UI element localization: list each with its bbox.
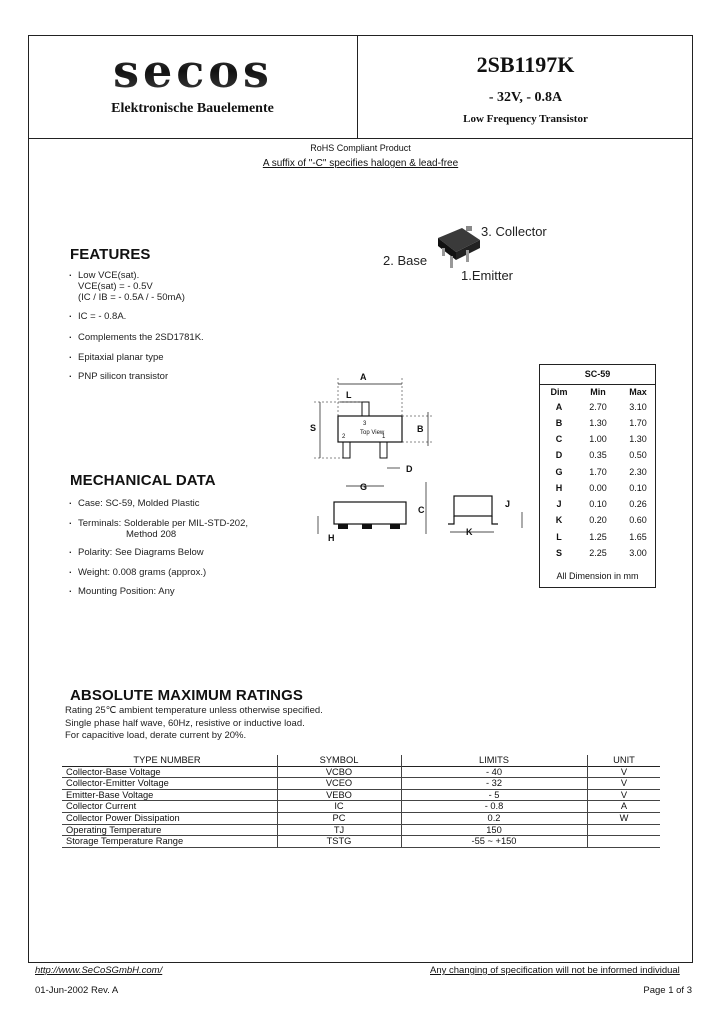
row-symbol: VEBO [326,789,352,800]
top-view-label: Top View [360,430,385,436]
ratings-table-header [62,755,660,767]
pin3-number: 3 [363,421,367,427]
table-row [62,778,660,790]
row-limit: - 40 [485,766,503,777]
ratings-title: ABSOLUTE MAXIMUM RATINGS [70,687,303,704]
row-name: Storage Temperature Range [66,836,184,847]
table-row [62,813,660,825]
row-name: Collector Power Dissipation [66,813,180,823]
row-min: 1.25 [589,532,607,542]
ratings-note-3: For capacitive load, derate current by 20%. [65,730,247,741]
col-divider [401,755,402,847]
table-row [540,450,655,465]
page-number: Page 1 of 3 [643,985,692,996]
table-row [540,418,655,433]
dim-label-B: B [417,424,424,434]
secos-logo [108,50,278,94]
col-type-number: TYPE NUMBER [133,755,201,765]
dim-label-G: G [360,482,368,492]
mech-case: . Case: SC-59, Molded Plastic [78,498,199,509]
row-max: 0.50 [629,450,647,460]
row-dim: C [555,434,563,444]
table-row [62,825,660,837]
table-row [540,515,655,530]
feature-ic: . IC = - 0.8A. [78,311,126,322]
dim-label-S: S [310,423,317,433]
device-type: Low Frequency Transistor [463,113,588,125]
mech-terminals-line2: Method 208 [126,529,177,540]
mech-weight: . Weight: 0.008 grams (approx.) [78,567,206,578]
row-dim: D [555,450,563,460]
row-max: 3.00 [629,548,647,558]
feature-complements: . Complements the 2SD1781K. [78,332,204,343]
row-dim: S [555,548,562,558]
row-max: 3.10 [629,402,647,412]
row-limit: 0.2 [487,813,501,823]
col-dim: Dim [550,387,568,397]
dim-label-D: D [406,464,413,474]
frame-bottom [28,962,693,963]
table-row [540,467,655,482]
row-symbol: VCEO [325,778,353,789]
row-limit: - 5 [488,789,500,800]
table-row [540,499,655,514]
ratings-table [62,755,660,850]
frame-right [692,139,693,963]
table-row [540,483,655,498]
col-min: Min [590,387,606,397]
mechanical-list [78,498,338,598]
row-symbol: TJ [333,824,345,835]
row-min: 1.30 [589,418,607,428]
part-number: 2SB1197K [476,52,575,77]
ratings-summary: - 32V, - 0.8A [488,90,563,105]
features-list [78,270,338,390]
row-name: Emitter-Base Voltage [66,789,154,800]
col-symbol: SYMBOL [319,755,359,765]
row-unit: V [620,778,628,789]
spec-change-notice: Any changing of specification will not be informed individual [430,965,680,976]
row-name: Operating Temperature [66,824,162,835]
mech-terminals [78,518,248,540]
row-name: Collector-Emitter Voltage [66,778,169,789]
row-dim: B [555,418,563,428]
row-unit: V [620,789,628,800]
halogen-free-note: A suffix of "-C" specifies halogen & lead-free [262,158,459,169]
row-max: 0.26 [629,499,647,509]
ratings-note-2: Single phase half wave, 60Hz, resistive or inductive load. [65,718,305,729]
website-link[interactable]: http://www.SeCoSGmbH.com/ [35,965,163,976]
row-min: 1.70 [589,467,607,477]
col-unit: UNIT [613,755,635,765]
mech-terminals-line1: . Terminals: Solderable per MIL-STD-202, [78,518,249,529]
pin1-number: 1 [382,434,386,440]
row-dim: A [555,402,563,412]
dimension-table-title: SC-59 [584,369,611,379]
row-max: 1.65 [629,532,647,542]
row-max: 1.70 [629,418,647,428]
row-unit: W [619,813,629,823]
dim-label-C: C [418,505,425,515]
pin-emitter-label: 1.Emitter [461,268,514,283]
row-limit: - 32 [485,778,503,789]
row-limit: - 0.8 [484,801,504,812]
col-limits: LIMITS [479,755,509,765]
dim-label-H: H [328,533,335,543]
pin-base-label: 2. Base [383,253,428,268]
table-row [540,548,655,563]
feature-vce-line3: (IC / IB = - 0.5A / - 50mA) [78,292,185,303]
table-row [62,801,660,813]
row-dim: J [556,499,562,509]
dim-label-L: L [346,390,352,400]
dim-label-J: J [505,499,511,509]
dim-label-A: A [360,372,367,382]
rohs-statement: RoHS Compliant Product [310,143,411,153]
row-unit: A [620,801,628,812]
col-max: Max [629,387,647,397]
table-row [62,836,660,848]
row-unit: V [620,766,628,777]
table-row [62,767,660,779]
row-min: 2.25 [589,548,607,558]
row-symbol: IC [334,801,344,812]
row-max: 2.30 [629,467,647,477]
table-row [540,402,655,417]
mech-mounting: . Mounting Position: Any [78,586,175,597]
row-min: 0.20 [589,515,607,525]
package-image [432,224,486,272]
row-min: 0.35 [589,450,607,460]
row-max: 0.60 [629,515,647,525]
table-row [62,790,660,802]
logo-text: secos [113,50,273,94]
row-symbol: VCBO [325,766,353,777]
pin-collector-label: 3. Collector [481,224,547,239]
col-divider [587,755,588,847]
features-title: FEATURES [70,246,151,263]
row-limit: 150 [486,824,502,835]
row-name: Collector Current [66,801,137,812]
dimension-footnote: All Dimension in mm [556,571,639,581]
feature-pnp: . PNP silicon transistor [78,371,168,382]
feature-vcesat [78,270,185,303]
row-max: 1.30 [629,434,647,444]
row-symbol: PC [332,813,346,823]
ratings-note-1: Rating 25℃ ambient temperature unless otherwise specified. [65,705,323,716]
feature-vce-line1: . Low VCE(sat). [78,270,140,281]
row-max: 0.10 [629,483,647,493]
dim-label-K: K [466,527,473,537]
row-dim: K [555,515,563,525]
row-min: 0.00 [589,483,607,493]
dimension-table-header [540,384,655,399]
feature-epitaxial: . Epitaxial planar type [78,352,164,363]
row-dim: G [555,467,563,477]
row-min: 1.00 [589,434,607,444]
table-row [540,434,655,449]
feature-vce-line2: VCE(sat) = - 0.5V [78,281,153,292]
frame-left [28,139,29,963]
pin2-number: 2 [342,434,346,440]
mech-polarity: . Polarity: See Diagrams Below [78,547,204,558]
col-divider [277,755,278,847]
date-revision: 01-Jun-2002 Rev. A [35,985,119,996]
row-min: 0.10 [589,499,607,509]
dimension-table [539,364,656,588]
row-dim: L [556,532,562,542]
row-dim: H [555,483,563,493]
row-name: Collector-Base Voltage [66,766,161,777]
row-symbol: TSTG [326,836,352,847]
company-subtitle: Elektronische Bauelemente [111,101,274,116]
row-min: 2.70 [589,402,607,412]
row-limit: -55 ~ +150 [471,836,517,847]
mechanical-title: MECHANICAL DATA [70,472,216,489]
table-row [540,532,655,547]
